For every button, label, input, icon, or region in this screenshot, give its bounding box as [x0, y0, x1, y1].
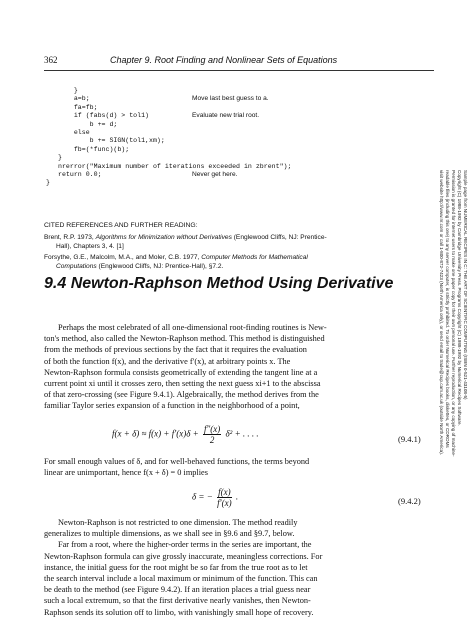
- text-line: of that zero-crossing (see Figure 9.4.1). Algebraically, the method derives from the: [44, 390, 319, 400]
- text-line: be death to the method (see Figure 9.4.2). If an iteration places a trial guess near: [44, 585, 311, 595]
- code-line: nrerror("Maximum number of iterations exceeded in zbrent");: [58, 162, 292, 170]
- code-line: if (fabs(d) > tol1) Evaluate new trial root.: [58, 112, 260, 120]
- text-line: the search interval include a local maximum or minimum of the function. This can: [44, 573, 318, 583]
- code-line: a=b; Move last best guess to a.: [58, 95, 269, 103]
- text-line: instance, the initial guess for the root might be so far from the true root as to let: [44, 562, 308, 572]
- reference-brent-cont: Hall), Chapters 3, 4. [1]: [56, 243, 124, 250]
- reference-title: Algorithms for Minimization without Derivatives: [95, 234, 232, 241]
- code-line: }: [58, 87, 78, 94]
- text-line: For small enough values of δ, and for well-behaved functions, the terms beyond: [44, 457, 310, 466]
- text-line: ton's method, also called the Newton-Raphson method. This method is distinguished: [44, 334, 325, 344]
- code-line: }: [46, 179, 50, 187]
- equation-taylor: f(x + δ) ≈ f(x) + f′(x)δ + $\frac{f''(x)}{2}$ δ² + . . . .: [112, 424, 259, 445]
- sidebar-line: Permission is granted for internet users to make one paper copy for their own personal use. Further reproduction, or any copying of machine-: [451, 170, 456, 457]
- equation-number: (9.4.1): [398, 434, 421, 444]
- code-line: fb=(*func)(b);: [58, 145, 130, 153]
- code-line: fa=fb;: [58, 103, 98, 111]
- text-line: Newton-Raphson formula consists geometrically of extending the tangent line at a: [44, 367, 318, 377]
- sidebar-line: visit website http://www.nr.com or call 1-800-872-7423 (North America only), or send email to trade@cup.cam.ac.uk (outside North America).: [439, 170, 444, 455]
- copyright-sidebar: [430, 170, 470, 510]
- reference-forsythe: Forsythe, G.E., Malcolm, M.A., and Moler, C.B. 1977, Computer Methods for Mathematical: [44, 254, 308, 261]
- text-line: Far from a root, where the higher-order terms in the series are important, the: [58, 540, 312, 550]
- code-line: else: [58, 128, 90, 136]
- body-paragraph: [44, 322, 434, 412]
- code-line: b += d;: [58, 120, 118, 128]
- code-listing: [46, 87, 388, 188]
- text-line: Newton-Raphson formula can give grossly inaccurate, meaningless corrections. For: [44, 551, 323, 561]
- sidebar-line: readable files (including this one) to any server computer, is strictly prohibited. To order Numerical Recipes books, diskettes, or CDROMs: [445, 170, 450, 448]
- body-paragraph: [44, 456, 434, 478]
- references-heading: CITED REFERENCES AND FURTHER READING:: [44, 222, 198, 229]
- text-line: Raphson sends its solution off to limbo, with vanishingly small hope of recovery.: [44, 607, 314, 617]
- code-comment: Never get here.: [192, 170, 238, 178]
- code-line: b += SIGN(tol1,xm);: [58, 137, 165, 145]
- sidebar-line: Copyright (C) 1988-1992 by Cambridge University Press. Programs Copyright (C) 1988-1992 by Numerical Recipes Software.: [457, 170, 462, 426]
- equation-number: (9.4.2): [398, 496, 421, 506]
- text-line: familiar Taylor series expansion of a function in the neighborhood of a point,: [44, 401, 300, 411]
- code-comment: Evaluate new trial root.: [192, 112, 260, 120]
- reference-title: Computer Methods for Mathematical: [201, 254, 308, 261]
- reference-forsythe-cont: Computations (Englewood Cliffs, NJ: Prentice-Hall), §7.2.: [56, 263, 224, 270]
- sidebar-line: Sample page from NUMERICAL RECIPES IN C: THE ART OF SCIENTIFIC COMPUTING (ISBN 0-521-43108-5): [463, 170, 468, 400]
- section-title: 9.4 Newton-Raphson Method Using Derivative: [44, 275, 394, 292]
- text-line: current point xi until it crosses zero, then setting the next guess xi+1 to the abscissa: [44, 378, 321, 388]
- text-line: from the methods of previous sections by the fact that it requires the evaluation: [44, 345, 307, 355]
- code-line: return 0.0; Never get here.: [58, 170, 238, 178]
- text-line: generalizes to multiple dimensions, as we shall see in §9.6 and §9.7, below.: [44, 529, 295, 539]
- reference-brent: Brent, R.P. 1973, Algorithms for Minimization without Derivatives (Englewood Cliffs, NJ: Prentice-: [44, 234, 327, 241]
- equation-newton-step: δ = − $\frac{f(x)}{f'(x)}$ .: [192, 487, 239, 508]
- text-line: such a local extremum, so that the first derivative nearly vanishes, then Newton-: [44, 596, 311, 606]
- text-line: of both the function f(x), and the derivative f′(x), at arbitrary points x. The: [44, 356, 291, 366]
- chapter-title: Chapter 9. Root Finding and Nonlinear Sets of Equations: [110, 55, 338, 65]
- code-comment: Move last best guess to a.: [192, 95, 269, 103]
- header-rule: [44, 70, 434, 71]
- page-number: 362: [44, 55, 58, 65]
- text-line: Perhaps the most celebrated of all one-dimensional root-finding routines is New-: [58, 323, 327, 332]
- text-line: Newton-Raphson is not restricted to one dimension. The method readily: [58, 518, 298, 527]
- body-paragraph: [44, 517, 434, 618]
- text-line: linear are unimportant, hence f(x + δ) = 0 implies: [44, 468, 208, 478]
- code-line: }: [58, 154, 62, 162]
- running-header: [44, 55, 434, 69]
